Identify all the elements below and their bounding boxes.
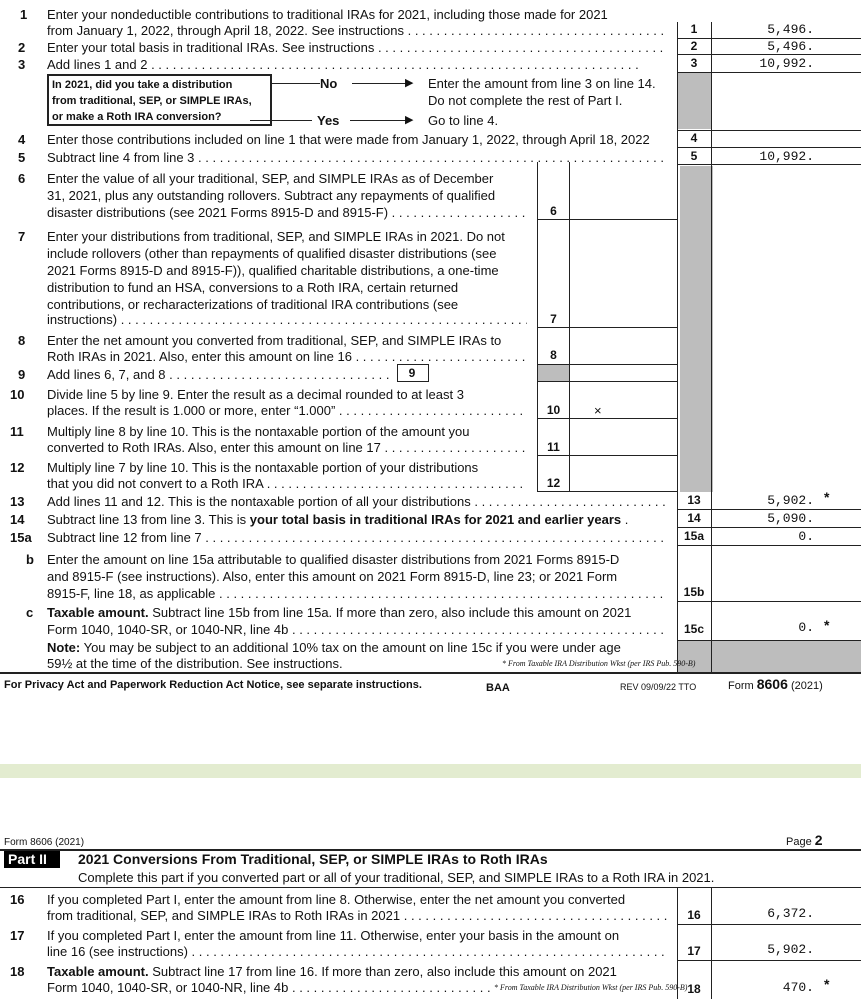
line-text: Enter the amount on line 15a attributable to qualified disaster distributions from 2021 Forms 8915-D bbox=[47, 552, 620, 567]
line-box-label: 1 bbox=[690, 22, 698, 36]
line-num: 12 bbox=[10, 460, 25, 475]
line-num: 7 bbox=[18, 229, 26, 244]
worksheet-note: * From Taxable IRA Distribution Wkst (per IRS Pub. 590-B) bbox=[494, 983, 688, 992]
amount-field[interactable]: 5,496. bbox=[767, 22, 814, 37]
yes-label: Yes bbox=[317, 113, 340, 128]
part-title: 2021 Conversions From Traditional, SEP, or SIMPLE IRAs to Roth IRAs bbox=[78, 851, 548, 867]
line-num: 13 bbox=[10, 494, 25, 509]
line-text: Taxable amount. Subtract line 17 from line 16. If more than zero, also include this amount on 2021 bbox=[47, 964, 617, 979]
amount-field[interactable]: 10,992. bbox=[759, 149, 814, 164]
line-text: 8915-F, line 18, as applicable . . . bbox=[47, 585, 667, 602]
line-text: If you completed Part I, enter the amount from line 11. Otherwise, enter your basis in the amount on bbox=[47, 928, 620, 943]
line-text: Enter your distributions from traditional, SEP, and SIMPLE IRAs in 2021. Do not bbox=[47, 229, 505, 244]
line-text: distribution to fund an HSA, conversions to a Roth IRA, certain returned bbox=[47, 280, 459, 295]
line-text: converted to Roth IRAs. Also, enter this amount on line 17 . . . bbox=[47, 439, 527, 456]
line-num: 6 bbox=[18, 171, 26, 186]
note-text: 59½ at the time of the distribution. See instructions. bbox=[47, 656, 343, 671]
asterisk-mark: * bbox=[824, 617, 830, 633]
amount-field[interactable]: 10,992. bbox=[759, 56, 814, 71]
privacy-notice: For Privacy Act and Paperwork Reduction Act Notice, see separate instructions. bbox=[4, 679, 422, 691]
line-box-label: 4 bbox=[690, 131, 698, 145]
line-text: from traditional, SEP, and SIMPLE IRAs to Roth IRAs in 2021 . . . bbox=[47, 907, 667, 924]
line-num: 4 bbox=[18, 132, 26, 147]
amount-field[interactable]: 0. bbox=[798, 529, 814, 544]
shaded-amount-column-mid bbox=[538, 364, 570, 381]
line-text: Taxable amount. Subtract line 15b from line 15a. If more than zero, also include this amount on 2021 bbox=[47, 605, 632, 620]
line-text: If you completed Part I, enter the amount from line 8. Otherwise, enter the net amount you converted bbox=[47, 892, 626, 907]
arrow-icon: ▶ bbox=[405, 114, 414, 126]
line-text: instructions) . . . bbox=[47, 311, 527, 328]
line-num: 1 bbox=[20, 7, 28, 22]
line-box-label: 14 bbox=[687, 511, 701, 525]
decimal-field[interactable]: × bbox=[594, 403, 602, 418]
line-text: Roth IRAs in 2021. Also, enter this amount on line 16 . . . bbox=[47, 348, 527, 365]
part-subtitle: Complete this part if you converted part or all of your traditional, SEP, and SIMPLE IRAs to a Roth IRA in 2021. bbox=[78, 870, 715, 885]
line-text: Form 1040, 1040-SR, or 1040-NR, line 4b . . . bbox=[47, 621, 667, 638]
revision-label: REV 09/09/22 TTO bbox=[620, 682, 697, 692]
line-text: 31, 2021, plus any outstanding rollovers. Subtract any repayments of qualified bbox=[47, 188, 496, 203]
line-text: 2021 Forms 8915-D and 8915-F)), qualified charitable distributions, a one-time bbox=[47, 263, 499, 278]
line-text: Form 1040, 1040-SR, or 1040-NR, line 4b . . . bbox=[47, 979, 492, 996]
line-num: 18 bbox=[10, 964, 25, 979]
line-num: 15a bbox=[10, 530, 32, 545]
line-text: Divide line 5 by line 9. Enter the result as a decimal rounded to at least 3 bbox=[47, 387, 464, 402]
amount-field[interactable]: 0. bbox=[798, 620, 814, 635]
line-num: 2 bbox=[18, 40, 26, 55]
line-box-label: 5 bbox=[690, 149, 698, 163]
baa-label: BAA bbox=[486, 682, 510, 694]
line-box-label: 15c bbox=[683, 622, 705, 636]
line-text: from January 1, 2022, through April 18, 2022. See instructions . . . bbox=[47, 22, 667, 39]
line-text: and 8915-F (see instructions). Also, enter this amount on 2021 Form 8915-D, line 23; or 2021 Form bbox=[47, 569, 618, 584]
line-box-label: 15b bbox=[683, 585, 705, 599]
line-text: Enter your nondeductible contributions to traditional IRAs for 2021, including those made for 2021 bbox=[47, 7, 608, 22]
line-text: Add lines 1 and 2 . . . bbox=[47, 56, 667, 73]
line-text: that you did not convert to a Roth IRA . . . bbox=[47, 475, 527, 492]
line-text: Subtract line 12 from line 7 . . . bbox=[47, 529, 667, 546]
no-label: No bbox=[320, 76, 338, 91]
line-box-label: 12 bbox=[546, 476, 561, 490]
line-num: 8 bbox=[18, 333, 26, 348]
line-box-label: 8 bbox=[550, 348, 557, 362]
line-text: Add lines 6, 7, and 8 . . . bbox=[47, 366, 392, 383]
amount-field[interactable]: 5,902. bbox=[767, 493, 814, 508]
line-box-label: 7 bbox=[550, 312, 557, 326]
page-number: Page 2 bbox=[786, 832, 823, 848]
page-header-left: Form 8606 (2021) bbox=[4, 837, 85, 848]
line-num: 14 bbox=[10, 512, 25, 527]
line-text: Enter the net amount you converted from traditional, SEP, and SIMPLE IRAs to bbox=[47, 333, 502, 348]
line-box-label: 11 bbox=[547, 440, 560, 454]
line-text: line 16 (see instructions) . . . bbox=[47, 943, 667, 960]
line-text: Enter the value of all your traditional, SEP, and SIMPLE IRAs as of December bbox=[47, 171, 494, 186]
line-num: 9 bbox=[18, 367, 26, 382]
part-label-text: Part II bbox=[8, 851, 47, 867]
line-text: Multiply line 7 by line 10. This is the nontaxable portion of your distributions bbox=[47, 460, 479, 475]
line-box-label: 15a bbox=[683, 529, 705, 543]
amount-field[interactable]: 6,372. bbox=[767, 906, 814, 921]
line-num: 17 bbox=[10, 928, 25, 943]
line-box-label: 13 bbox=[687, 493, 701, 507]
amount-field[interactable]: 5,902. bbox=[767, 942, 814, 957]
shaded-column bbox=[678, 73, 711, 129]
line-text: include rollovers (other than repayments of qualified disaster distributions (see bbox=[47, 246, 497, 261]
line-num: 16 bbox=[10, 892, 25, 907]
asterisk-mark: * bbox=[824, 489, 830, 505]
amount-field[interactable]: 5,496. bbox=[767, 39, 814, 54]
line-text: disaster distributions (see 2021 Forms 8915-D and 8915-F) . . . bbox=[47, 204, 527, 221]
line-num: b bbox=[26, 552, 34, 567]
amount-field[interactable]: 470. bbox=[782, 980, 814, 995]
line-text: Enter those contributions included on line 1 that were made from January 1, 2022, through April 18, 2022 bbox=[47, 132, 650, 147]
page-separator bbox=[0, 764, 861, 778]
amount-field[interactable]: 5,090. bbox=[767, 511, 814, 526]
asterisk-mark: * bbox=[824, 976, 830, 992]
line-text: contributions, or recharacterizations of traditional IRA contributions (see bbox=[47, 297, 459, 312]
worksheet-note: * From Taxable IRA Distribution Wkst (per IRS Pub. 590-B) bbox=[502, 659, 696, 668]
line-text: Add lines 11 and 12. This is the nontaxable portion of all your distributions . . . bbox=[47, 493, 667, 510]
shaded-amount-column bbox=[680, 166, 713, 492]
line-text: Subtract line 13 from line 3. This is your total basis in traditional IRAs for 2021 and earlier years . bbox=[47, 512, 629, 527]
note-text: Note: You may be subject to an additional 10% tax on the amount on line 15c if you were under age bbox=[47, 640, 621, 655]
line-text: Multiply line 8 by line 10. This is the nontaxable portion of the amount you bbox=[47, 424, 470, 439]
line-box-label: 9 bbox=[408, 366, 416, 380]
line-box-label: 18 bbox=[687, 982, 701, 996]
line-text: places. If the result is 1.000 or more, enter “1.000” . . . bbox=[47, 402, 527, 419]
arrow-icon: ▶ bbox=[405, 77, 414, 89]
line-num: 3 bbox=[18, 57, 26, 72]
form-number-footer: Form 8606 (2021) bbox=[728, 676, 823, 692]
line-text: Enter your total basis in traditional IRAs. See instructions . . . bbox=[47, 39, 667, 56]
question-box: In 2021, did you take a distribution from traditional, SEP, or SIMPLE IRAs, or make a Roth IRA conversion? bbox=[47, 74, 272, 126]
line-box-label: 17 bbox=[687, 944, 701, 958]
line-box-label: 10 bbox=[546, 403, 561, 417]
line-num: 5 bbox=[18, 150, 26, 165]
line-text: Subtract line 4 from line 3 . . . bbox=[47, 149, 667, 166]
shaded-note bbox=[678, 640, 861, 672]
line-box-label: 16 bbox=[687, 908, 701, 922]
line-num: 11 bbox=[10, 424, 24, 439]
line-box-label: 2 bbox=[690, 39, 698, 53]
line-box-label: 6 bbox=[550, 204, 557, 218]
line-num: c bbox=[26, 605, 34, 620]
line-box-label: 3 bbox=[690, 56, 698, 70]
line-num: 10 bbox=[10, 387, 25, 402]
